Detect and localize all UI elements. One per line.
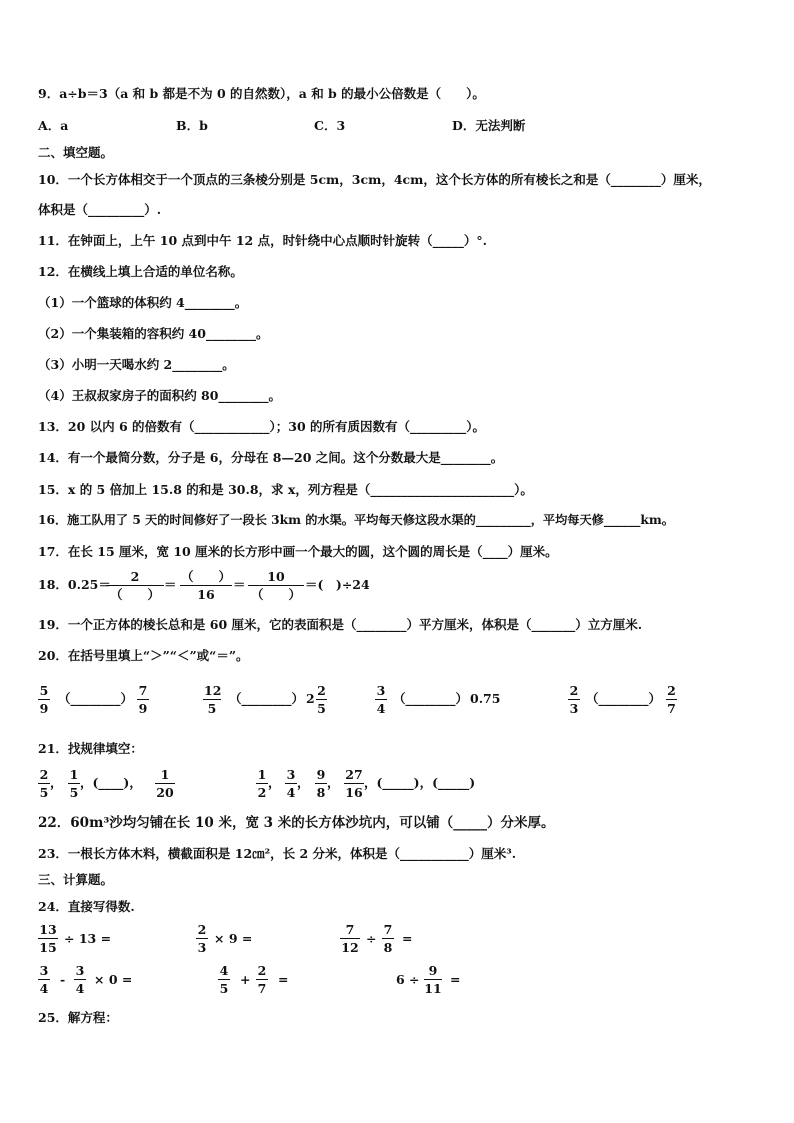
q24-e4-fraction-2 <box>74 963 86 996</box>
question-24: 24．直接写得数. <box>38 899 135 914</box>
q24-e3-operator: ÷ <box>366 931 377 946</box>
q24-e6-whole: 6 ÷ <box>396 972 420 987</box>
q20b-left-den: 5 <box>207 701 217 716</box>
q21-seq1-term4 <box>155 767 175 800</box>
q24-e3-num1: 7 <box>340 922 360 939</box>
q24-e6-num: 9 <box>424 963 442 980</box>
q20b-right-num: 2 <box>317 683 326 698</box>
q24-e3-den2: 8 <box>383 940 393 955</box>
q24-e5-operator: + <box>240 972 251 987</box>
q18-f2-denominator: 16 <box>197 587 215 602</box>
q21-s1-t1-den: 5 <box>39 785 49 800</box>
q24-e4-num2: 3 <box>75 963 85 978</box>
q24-e3-den1: 12 <box>341 940 359 955</box>
q24-e4-operator: - <box>60 972 66 987</box>
question-15: 15．x 的 5 倍加上 15.8 的和是 30.8，求 x，列方程是（_______________________）。 <box>38 482 533 497</box>
q18-f1-denominator: （ ） <box>109 587 160 602</box>
q21-s2-t2-num: 3 <box>286 767 296 782</box>
section-calculation-heading: 三、计算题。 <box>38 872 114 887</box>
q20c-right-value: 0.75 <box>470 691 501 706</box>
q21-s2-t1-den: 2 <box>257 785 267 800</box>
question-12: 12．在横线上填上合适的单位名称。 <box>38 264 243 279</box>
q20c-blank[interactable]: （________） <box>393 691 469 706</box>
q21-seq1-term2 <box>68 767 80 800</box>
question-13: 13．20 以内 6 的倍数有（____________）；30 的所有质因数有（_________）。 <box>38 419 486 434</box>
question-10-line2: 体积是（_________）. <box>38 202 162 217</box>
q20c-left-num: 3 <box>376 683 386 698</box>
q24-e2-tail: × 9 = <box>214 931 253 946</box>
question-16: 16．施工队用了 5 天的时间修好了一段长 3km 的水渠。平均每天修这段水渠的_________，平均每天修______km。 <box>38 513 674 527</box>
q18-fraction-3 <box>248 569 304 602</box>
q20b-blank[interactable]: （________） <box>229 691 305 706</box>
q20a-left-den: 9 <box>39 701 49 716</box>
q21-seq2-term4 <box>344 767 364 800</box>
question-25: 25．解方程： <box>38 1010 118 1025</box>
question-23: 23．一根长方体木料，横截面积是 12㎝²，长 2 分米，体积是（___________）厘米³. <box>38 846 517 861</box>
q20b-whole: 2 <box>306 691 315 706</box>
q21-s2-t2-den: 4 <box>286 785 296 800</box>
q24-e5-fraction-2 <box>256 963 268 996</box>
q24-e4-den1: 4 <box>39 981 49 996</box>
q24-e3-fraction-1 <box>340 922 360 955</box>
q18-equals-2: ＝ <box>233 577 246 592</box>
q21-s2-t3-den: 8 <box>316 785 326 800</box>
q24-e5-num2: 2 <box>257 963 267 978</box>
q20a-blank[interactable]: （________） <box>58 691 134 706</box>
question-22: 22．60m³沙均匀铺在长 10 米，宽 3 米的长方体沙坑内，可以铺（_____）分米厚。 <box>38 815 555 831</box>
q18-f3-numerator: 10 <box>248 569 304 586</box>
q20d-blank[interactable]: （________） <box>586 691 662 706</box>
q21-seq2-comma2: ， <box>297 775 310 790</box>
q20d-left-fraction <box>568 683 580 716</box>
q20a-left-num: 5 <box>39 683 49 698</box>
question-18-label: 18．0.25＝ <box>38 577 111 592</box>
question-9: 9．a÷b＝3（a 和 b 都是不为 0 的自然数），a 和 b 的最小公倍数是（ ）。 <box>38 86 485 101</box>
q9-option-a[interactable]: A．a <box>38 118 69 133</box>
q24-e3-num2: 7 <box>383 922 393 937</box>
q20d-right-den: 7 <box>667 701 676 716</box>
q24-e4-tail: × 0 = <box>94 972 133 987</box>
q24-e2-num: 2 <box>197 922 207 937</box>
q24-e5-fraction-1 <box>218 963 230 996</box>
q18-f3-denominator: （ ） <box>250 587 301 602</box>
section-fill-blank-heading: 二、填空题。 <box>38 145 114 160</box>
q24-e4-den2: 4 <box>75 981 85 996</box>
q21-s1-t2-num: 1 <box>69 767 79 782</box>
q24-e5-den1: 5 <box>219 981 229 996</box>
q20b-left-fraction <box>203 683 221 716</box>
question-17: 17．在长 15 厘米，宽 10 厘米的长方形中画一个最大的圆，这个圆的周长是（____）厘米。 <box>38 544 558 559</box>
q21-seq1-blank[interactable]: ，(____)， <box>80 775 142 790</box>
q24-e6-den: 11 <box>424 981 442 996</box>
question-11: 11．在钟面上，上午 10 点到中午 12 点，时针绕中心点顺时针旋转（_____）°. <box>38 233 487 248</box>
q24-e2-fraction <box>196 922 208 955</box>
q21-seq2-term3 <box>315 767 327 800</box>
q21-s2-t4-den: 16 <box>345 785 363 800</box>
q24-e3-tail: = <box>402 931 413 946</box>
q21-s1-t2-den: 5 <box>69 785 79 800</box>
q24-e2-den: 3 <box>197 940 207 955</box>
question-20: 20．在括号里填上“＞”“＜”或“＝”。 <box>38 648 249 663</box>
q18-fraction-1 <box>106 569 164 602</box>
q20b-right-fraction <box>316 683 327 716</box>
q9-option-b[interactable]: B．b <box>176 118 208 133</box>
q20a-left-fraction <box>38 683 50 716</box>
q20d-left-num: 2 <box>569 683 579 698</box>
question-12-part4: （4）王叔叔家房子的面积约 80________。 <box>38 388 281 403</box>
q21-seq2-blanks[interactable]: ，(_____)，(_____) <box>364 775 476 790</box>
q24-e6-fraction <box>424 963 442 996</box>
q24-e1-tail: ÷ 13 = <box>64 931 112 946</box>
q24-e1-num: 13 <box>39 922 57 937</box>
q20c-left-den: 4 <box>376 701 386 716</box>
q21-s1-t4-den: 20 <box>156 785 174 800</box>
q24-e5-num1: 4 <box>219 963 229 978</box>
q21-s2-t4-num: 27 <box>345 767 363 782</box>
question-19: 19．一个正方体的棱长总和是 60 厘米，它的表面积是（________）平方厘米，体积是（_______）立方厘米. <box>38 617 643 632</box>
q21-seq2-term2 <box>285 767 297 800</box>
q18-f2-numerator: （ ） <box>181 569 232 584</box>
q24-e1-den: 15 <box>39 940 57 955</box>
q21-seq2-comma3: ， <box>327 775 340 790</box>
question-10-line1: 10．一个长方体相交于一个顶点的三条棱分别是 5cm，3cm，4cm，这个长方体的所有棱长之和是（________）厘米， <box>38 172 711 187</box>
q20d-left-den: 3 <box>569 701 579 716</box>
q24-e5-den2: 7 <box>257 981 267 996</box>
q21-s1-t4-num: 1 <box>155 767 175 784</box>
q20b-right-den: 5 <box>317 701 326 716</box>
q9-option-d[interactable]: D．无法判断 <box>452 118 526 133</box>
q21-seq1-comma1: ， <box>50 775 63 790</box>
q18-equals-1: ＝ <box>164 577 177 592</box>
q21-seq2-comma1: ， <box>268 775 281 790</box>
q21-seq1-term1 <box>38 767 50 800</box>
q20d-right-num: 2 <box>667 683 676 698</box>
question-12-part3: （3）小明一天喝水约 2________。 <box>38 357 235 372</box>
q20a-right-den: 9 <box>138 701 148 716</box>
question-12-part2: （2）一个集装箱的容积约 40________。 <box>38 326 269 341</box>
q24-e3-fraction-2 <box>382 922 394 955</box>
q20a-right-num: 7 <box>138 683 148 698</box>
q21-s2-t3-num: 9 <box>316 767 326 782</box>
q21-s1-t1-num: 2 <box>39 767 49 782</box>
q18-tail: ＝( )÷24 <box>305 577 370 592</box>
q20d-right-fraction <box>666 683 677 716</box>
q9-option-c[interactable]: C．3 <box>314 118 346 133</box>
q18-f1-numerator: 2 <box>106 569 164 586</box>
question-14: 14．有一个最简分数，分子是 6，分母在 8—20 之间。这个分数最大是________。 <box>38 450 504 465</box>
question-21: 21．找规律填空： <box>38 741 143 756</box>
q24-e5-tail: = <box>278 972 289 987</box>
question-12-part1: （1）一个篮球的体积约 4________。 <box>38 295 248 310</box>
q20b-left-num: 12 <box>204 683 222 698</box>
q18-fraction-2 <box>180 569 232 602</box>
q24-e6-tail: = <box>450 972 461 987</box>
q20c-left-fraction <box>375 683 387 716</box>
q24-e4-fraction-1 <box>38 963 50 996</box>
q20a-right-fraction <box>137 683 149 716</box>
q21-s2-t1-num: 1 <box>257 767 267 782</box>
q24-e4-num1: 3 <box>39 963 49 978</box>
q21-seq2-term1 <box>256 767 268 800</box>
q24-e1-fraction <box>38 922 58 955</box>
